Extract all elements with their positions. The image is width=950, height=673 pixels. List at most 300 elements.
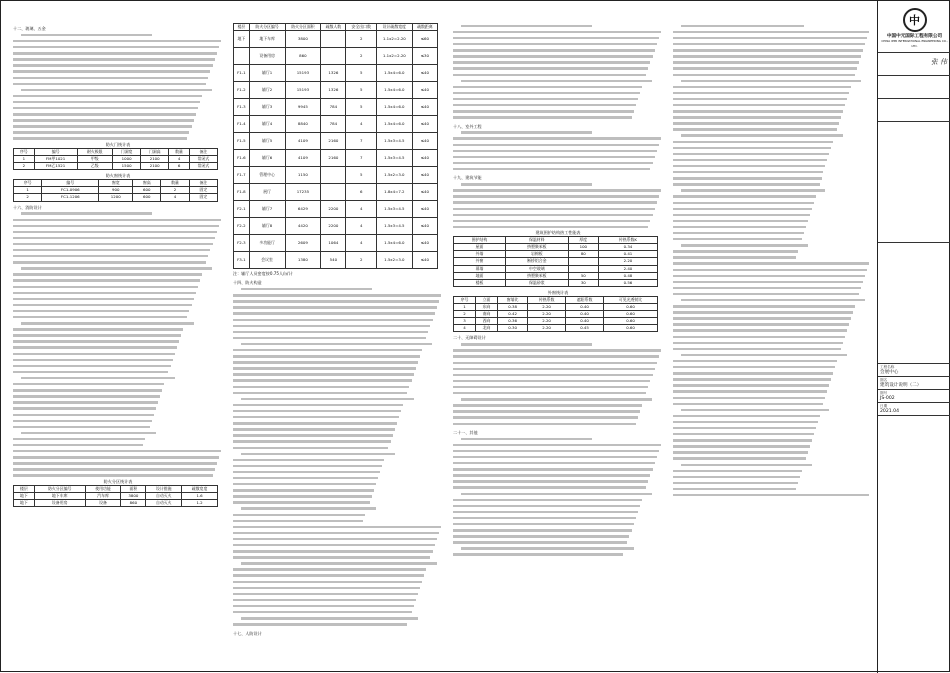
window-table-body bbox=[14, 187, 218, 201]
evacuation-footer: 注：辅厅人员密度按0.75人/㎡计 bbox=[233, 271, 293, 277]
table-cell: 900 bbox=[99, 187, 133, 194]
table-cell: F1-6 bbox=[234, 150, 250, 167]
fire-heading: 十六、消防设计 bbox=[13, 204, 42, 210]
signature-box-1 bbox=[878, 53, 950, 76]
table-cell: 自动灭火 bbox=[146, 492, 182, 499]
table-cell: 辅厅1 bbox=[249, 65, 285, 82]
exterior-window-table-body bbox=[454, 304, 658, 332]
project-row bbox=[878, 364, 950, 377]
table-cell: 0.40 bbox=[566, 311, 604, 318]
table-header-cell: 围护结构 bbox=[454, 237, 506, 244]
table-header-cell: 疏散距离 bbox=[412, 24, 437, 31]
table-cell: 600 bbox=[133, 194, 161, 201]
table-row bbox=[234, 99, 438, 116]
table-cell: 1200 bbox=[99, 194, 133, 201]
table-cell: 0.60 bbox=[604, 325, 658, 332]
table-cell: ≤40 bbox=[412, 235, 437, 252]
table-header-cell: 序号 bbox=[14, 148, 35, 155]
table-cell: 17235 bbox=[285, 184, 321, 201]
table-cell: 6 bbox=[346, 184, 376, 201]
table-row bbox=[234, 116, 438, 133]
table-header-cell: 防火分区面积 bbox=[285, 24, 321, 31]
table-cell: 5 bbox=[346, 99, 376, 116]
thermal-table-body bbox=[454, 244, 658, 287]
table-cell: 50 bbox=[568, 272, 598, 279]
evacuation-table-body bbox=[234, 31, 438, 269]
table-cell: F1-1 bbox=[234, 65, 250, 82]
table-header-cell: 疏散宽度 bbox=[182, 485, 218, 492]
table-row bbox=[234, 133, 438, 150]
table-header-cell: 窗高 bbox=[133, 180, 161, 187]
table-cell: ≤40 bbox=[412, 218, 437, 235]
table-cell: FM乙1521 bbox=[34, 163, 77, 170]
table-cell: 会议室 bbox=[249, 252, 285, 269]
table-cell: F1-7 bbox=[234, 167, 250, 184]
table-cell: 1380 bbox=[285, 252, 321, 269]
column-1 bbox=[13, 23, 223, 507]
table-cell: 辅厅8 bbox=[249, 218, 285, 235]
table-row bbox=[454, 272, 658, 279]
table-cell: 3800 bbox=[285, 31, 321, 48]
table-header-cell: 面积 bbox=[121, 485, 146, 492]
other-heading: 二十一、其他 bbox=[453, 429, 478, 435]
table-cell: 1326 bbox=[321, 82, 346, 99]
table-row bbox=[454, 311, 658, 318]
table-row bbox=[454, 251, 658, 258]
table-cell: F1-3 bbox=[234, 99, 250, 116]
table-cell: 辅厅5 bbox=[249, 133, 285, 150]
table-cell: 2 bbox=[346, 31, 376, 48]
table-cell: ≤40 bbox=[412, 201, 437, 218]
column-3 bbox=[453, 23, 663, 558]
table-header-cell: 耐火极限 bbox=[77, 148, 113, 155]
signature: 张 伟 bbox=[930, 58, 947, 66]
door-table-header bbox=[14, 148, 218, 155]
table-cell: 1.5x3=4.5 bbox=[376, 133, 412, 150]
col1-mid-text bbox=[13, 211, 223, 479]
table-cell: F3-1 bbox=[234, 252, 250, 269]
table-cell: 2100 bbox=[141, 155, 169, 162]
table-cell: ≤40 bbox=[412, 150, 437, 167]
table-header-cell: 疏散人数 bbox=[321, 24, 346, 31]
table-cell: 1.6 bbox=[182, 492, 218, 499]
table-cell: 4 bbox=[346, 235, 376, 252]
approval-box bbox=[878, 243, 950, 364]
table-cell bbox=[568, 258, 598, 265]
table-row bbox=[234, 65, 438, 82]
text-line bbox=[453, 421, 663, 427]
table-cell: 4 bbox=[346, 218, 376, 235]
table-cell: ≤40 bbox=[412, 252, 437, 269]
table-cell: 15193 bbox=[285, 65, 321, 82]
table-cell: 1.5x4=6.0 bbox=[376, 82, 412, 99]
signature-box-3 bbox=[878, 99, 950, 122]
table-cell: 1064 bbox=[321, 235, 346, 252]
table-cell: 0.41 bbox=[598, 251, 657, 258]
table-cell: ≤40 bbox=[412, 184, 437, 201]
col3-text-d bbox=[453, 436, 663, 558]
company-block bbox=[878, 1, 950, 53]
table-cell: F2-3 bbox=[234, 235, 250, 252]
table-row bbox=[454, 258, 658, 265]
evacuation-table bbox=[233, 23, 438, 269]
table-row bbox=[234, 201, 438, 218]
table-cell: 2160 bbox=[321, 133, 346, 150]
table-cell: 西向 bbox=[476, 318, 498, 325]
table-header-cell: 可见光透射比 bbox=[604, 296, 658, 303]
table-header-cell: 序号 bbox=[454, 296, 476, 303]
table-cell: 0.45 bbox=[566, 325, 604, 332]
zone-table bbox=[13, 485, 218, 507]
table-cell: 2200 bbox=[321, 201, 346, 218]
table-cell: 4 bbox=[346, 116, 376, 133]
thermal-table-title: 建筑围护结构热工性能表 bbox=[535, 230, 581, 236]
table-cell: 管理中心 bbox=[249, 167, 285, 184]
table-header-cell: 门洞高 bbox=[141, 148, 169, 155]
table-header-cell: 防火分区编号 bbox=[34, 485, 85, 492]
company-name-en: CHINA IPPR INTERNATIONAL ENGINEERING CO., LTD. bbox=[881, 39, 948, 48]
table-cell bbox=[321, 48, 346, 65]
table-cell bbox=[321, 31, 346, 48]
outdoor-heading: 十八、室外工程 bbox=[453, 123, 482, 129]
table-cell: 辅厅7 bbox=[249, 201, 285, 218]
text-line bbox=[453, 552, 663, 558]
table-cell: F2-2 bbox=[234, 218, 250, 235]
table-cell: 8840 bbox=[285, 116, 321, 133]
table-cell: FM甲1021 bbox=[34, 155, 77, 162]
table-cell: 0.48 bbox=[598, 272, 657, 279]
text-line bbox=[233, 621, 443, 627]
table-cell: 15193 bbox=[285, 82, 321, 99]
table-cell: 辅厅2 bbox=[249, 82, 285, 99]
table-cell: ≤40 bbox=[412, 99, 437, 116]
table-cell: 5 bbox=[346, 65, 376, 82]
table-cell: 2160 bbox=[321, 150, 346, 167]
door-table-title: 防火门统计表 bbox=[105, 141, 131, 147]
table-cell: 9945 bbox=[285, 99, 321, 116]
table-row bbox=[454, 279, 658, 286]
table-header-cell: 数量 bbox=[169, 148, 190, 155]
table-cell: 2100 bbox=[141, 163, 169, 170]
table-cell: 0.40 bbox=[566, 304, 604, 311]
table-header-cell: 设计措施 bbox=[146, 485, 182, 492]
table-cell: ≤40 bbox=[412, 65, 437, 82]
table-cell: 2.40 bbox=[598, 265, 657, 272]
table-cell: 6429 bbox=[285, 201, 321, 218]
table-cell: 3800 bbox=[121, 492, 146, 499]
table-header-cell: 安全出口数 bbox=[346, 24, 376, 31]
window-table-header bbox=[14, 180, 218, 187]
table-row bbox=[454, 244, 658, 251]
table-row bbox=[234, 184, 438, 201]
table-cell: 860 bbox=[285, 48, 321, 65]
table-header-cell: 遮阳系数 bbox=[566, 296, 604, 303]
table-cell: 保温砂浆 bbox=[505, 279, 568, 286]
table-cell: 1.5x4=6.0 bbox=[376, 116, 412, 133]
table-row bbox=[454, 318, 658, 325]
table-cell: 784 bbox=[321, 116, 346, 133]
zone-table-body bbox=[14, 492, 218, 506]
table-cell: 固定 bbox=[189, 194, 217, 201]
table-cell: 设备用房 bbox=[34, 500, 85, 507]
table-cell: 2.20 bbox=[528, 311, 566, 318]
table-cell: 4 bbox=[161, 194, 189, 201]
table-row bbox=[234, 235, 438, 252]
revision-box bbox=[878, 122, 950, 243]
table-cell: 7 bbox=[346, 133, 376, 150]
drawing-name: 建筑设计说明（二） bbox=[880, 383, 922, 388]
table-cell: 2609 bbox=[285, 235, 321, 252]
table-cell: 1.8x4=7.2 bbox=[376, 184, 412, 201]
signature-box-2 bbox=[878, 76, 950, 99]
table-cell: 汽车库 bbox=[85, 492, 121, 499]
table-cell: 自动灭火 bbox=[146, 500, 182, 507]
col1-heading: 十二、玻璃、五金 bbox=[13, 26, 46, 31]
table-header-cell: 备注 bbox=[189, 180, 217, 187]
table-cell: 1000 bbox=[113, 155, 141, 162]
table-row bbox=[14, 492, 218, 499]
exterior-window-table-title: 外窗统计表 bbox=[547, 289, 569, 295]
table-cell: 784 bbox=[321, 99, 346, 116]
table-cell: 1.5x3=4.5 bbox=[376, 201, 412, 218]
door-table-body bbox=[14, 155, 218, 169]
table-row bbox=[234, 48, 438, 65]
exterior-window-table bbox=[453, 296, 658, 332]
table-cell: ≤60 bbox=[412, 31, 437, 48]
table-cell: 4420 bbox=[285, 218, 321, 235]
table-cell: 2.20 bbox=[528, 304, 566, 311]
project-name: 会展中心 bbox=[880, 370, 899, 375]
table-cell: 4109 bbox=[285, 150, 321, 167]
table-header-cell: 备注 bbox=[189, 148, 217, 155]
evacuation-table-header bbox=[234, 24, 438, 31]
table-cell: 100 bbox=[568, 244, 598, 251]
table-cell bbox=[568, 265, 598, 272]
table-cell: 1150 bbox=[285, 167, 321, 184]
table-cell: 外窗 bbox=[454, 258, 506, 265]
table-cell: 4 bbox=[346, 201, 376, 218]
table-row bbox=[234, 218, 438, 235]
table-row bbox=[234, 150, 438, 167]
drawing-label: 图名 bbox=[880, 378, 888, 382]
table-cell: 断桥铝合金 bbox=[505, 258, 568, 265]
table-cell: 地面 bbox=[454, 272, 506, 279]
table-cell: ≤40 bbox=[412, 167, 437, 184]
table-cell: 1.1x2=2.20 bbox=[376, 48, 412, 65]
table-cell: 固定 bbox=[189, 187, 217, 194]
table-cell: 辅厅3 bbox=[249, 99, 285, 116]
table-cell: 多功能厅 bbox=[249, 235, 285, 252]
table-cell: 常闭式 bbox=[189, 155, 217, 162]
table-cell: 0.30 bbox=[498, 325, 528, 332]
exterior-window-table-header bbox=[454, 296, 658, 303]
drawing-date: 2021.04 bbox=[880, 409, 899, 414]
number-row bbox=[878, 390, 950, 403]
table-cell: 1 bbox=[14, 155, 35, 162]
table-row bbox=[14, 194, 218, 201]
col3-text-c bbox=[453, 342, 663, 427]
table-cell: 0.60 bbox=[604, 311, 658, 318]
table-header-cell: 传热系数K bbox=[598, 237, 657, 244]
table-cell: 1.5x3=4.5 bbox=[376, 218, 412, 235]
table-row bbox=[14, 500, 218, 507]
table-cell: 30 bbox=[568, 279, 598, 286]
table-cell: 2.20 bbox=[528, 318, 566, 325]
table-cell: 2200 bbox=[321, 218, 346, 235]
table-cell: 540 bbox=[321, 252, 346, 269]
table-cell: 展厅 bbox=[249, 184, 285, 201]
table-row bbox=[234, 252, 438, 269]
table-row bbox=[14, 187, 218, 194]
table-cell: 600 bbox=[133, 187, 161, 194]
table-cell: F1-2 bbox=[234, 82, 250, 99]
table-cell: 2.20 bbox=[528, 325, 566, 332]
col3-text-a bbox=[453, 130, 663, 173]
table-cell: ≤40 bbox=[412, 116, 437, 133]
table-cell: 辅厅6 bbox=[249, 150, 285, 167]
table-header-cell: 立面 bbox=[476, 296, 498, 303]
table-row bbox=[454, 265, 658, 272]
table-cell: 1500 bbox=[113, 163, 141, 170]
table-cell bbox=[234, 48, 250, 65]
table-cell: 4 bbox=[454, 325, 476, 332]
table-cell: 2 bbox=[14, 163, 35, 170]
table-cell: 地下 bbox=[234, 31, 250, 48]
zone-table-header bbox=[14, 485, 218, 492]
table-cell: 0.42 bbox=[498, 311, 528, 318]
table-row bbox=[234, 31, 438, 48]
table-cell: 甲级 bbox=[77, 155, 113, 162]
table-cell: 1326 bbox=[321, 65, 346, 82]
table-cell: ≤40 bbox=[412, 133, 437, 150]
col2-text bbox=[233, 286, 443, 627]
table-row bbox=[14, 163, 218, 170]
table-cell: F2-1 bbox=[234, 201, 250, 218]
table-cell: ≤30 bbox=[412, 48, 437, 65]
table-cell: 设备用房 bbox=[249, 48, 285, 65]
table-cell: 2 bbox=[161, 187, 189, 194]
table-cell: 屋面 bbox=[454, 244, 506, 251]
table-cell: 0.34 bbox=[598, 244, 657, 251]
column-2 bbox=[233, 23, 443, 637]
table-cell: 楼板 bbox=[454, 279, 506, 286]
table-row bbox=[454, 304, 658, 311]
table-cell: 1.5x4=6.0 bbox=[376, 65, 412, 82]
window-table bbox=[13, 179, 218, 201]
number-label: 图号 bbox=[880, 391, 888, 395]
table-cell: 0.60 bbox=[604, 318, 658, 325]
table-cell: 2 bbox=[454, 311, 476, 318]
table-row bbox=[234, 82, 438, 99]
col4-text bbox=[673, 23, 871, 498]
table-cell: 1.5x2=3.0 bbox=[376, 252, 412, 269]
table-cell: 4 bbox=[169, 155, 190, 162]
table-header-cell: 传热系数 bbox=[528, 296, 566, 303]
table-row bbox=[14, 155, 218, 162]
col3-top-text bbox=[453, 23, 663, 121]
table-row bbox=[234, 167, 438, 184]
table-cell: 设备 bbox=[85, 500, 121, 507]
table-cell: 860 bbox=[121, 500, 146, 507]
table-header-cell: 窗墙比 bbox=[498, 296, 528, 303]
thermal-table-header bbox=[454, 237, 658, 244]
table-cell: 挤塑聚苯板 bbox=[505, 272, 568, 279]
table-cell: 地下 bbox=[14, 492, 35, 499]
text-line bbox=[453, 114, 663, 120]
table-header-cell: 门洞宽 bbox=[113, 148, 141, 155]
table-cell: FC1-0906 bbox=[42, 187, 99, 194]
table-cell: 6 bbox=[169, 163, 190, 170]
project-label: 工程名称 bbox=[880, 365, 895, 369]
drawing-row bbox=[878, 377, 950, 390]
table-cell: 中空玻璃 bbox=[505, 265, 568, 272]
table-row bbox=[454, 325, 658, 332]
table-header-cell: 厚度 bbox=[568, 237, 598, 244]
table-cell: 乙级 bbox=[77, 163, 113, 170]
table-header-cell: 楼层 bbox=[14, 485, 35, 492]
table-cell: 1 bbox=[14, 187, 42, 194]
table-cell: 3 bbox=[454, 318, 476, 325]
table-cell bbox=[321, 184, 346, 201]
table-cell: 2 bbox=[14, 194, 42, 201]
table-cell: 2 bbox=[346, 48, 376, 65]
table-cell: 1.2 bbox=[182, 500, 218, 507]
table-cell: 地下 bbox=[14, 500, 35, 507]
table-cell: 0.40 bbox=[566, 318, 604, 325]
table-header-cell: 防火分区编号 bbox=[249, 24, 285, 31]
table-cell: 岩棉板 bbox=[505, 251, 568, 258]
window-table-title: 防火窗统计表 bbox=[105, 173, 131, 179]
table-cell: 1.5x4=6.0 bbox=[376, 235, 412, 252]
table-cell: 80 bbox=[568, 251, 598, 258]
table-cell: 0.36 bbox=[498, 318, 528, 325]
table-cell: 1.5x2=3.0 bbox=[376, 167, 412, 184]
table-header-cell: 保温材料 bbox=[505, 237, 568, 244]
table-cell: 5 bbox=[346, 82, 376, 99]
col1-top-text bbox=[13, 32, 223, 142]
table-cell: 地下车库 bbox=[34, 492, 85, 499]
table-cell: 地下车库 bbox=[249, 31, 285, 48]
thermal-table bbox=[453, 236, 658, 287]
text-line bbox=[673, 492, 871, 498]
table-cell: 常闭式 bbox=[189, 163, 217, 170]
table-cell: 0.38 bbox=[498, 304, 528, 311]
table-header-cell: 数量 bbox=[161, 180, 189, 187]
door-table bbox=[13, 148, 218, 170]
col2-heading: 十四、防火构造 bbox=[233, 280, 262, 286]
table-cell: 1 bbox=[454, 304, 476, 311]
table-cell: 0.60 bbox=[604, 304, 658, 311]
table-cell: 南向 bbox=[476, 311, 498, 318]
table-header-cell: 使用功能 bbox=[85, 485, 121, 492]
table-cell: 幕墙 bbox=[454, 265, 506, 272]
accessibility-heading: 二十、无障碍设计 bbox=[453, 335, 486, 341]
table-cell: 0.56 bbox=[598, 279, 657, 286]
table-cell: 北向 bbox=[476, 325, 498, 332]
table-cell: F1-5 bbox=[234, 133, 250, 150]
table-cell: F1-4 bbox=[234, 116, 250, 133]
date-label: 日期 bbox=[880, 404, 888, 408]
table-header-cell: 楼层 bbox=[234, 24, 250, 31]
table-cell: 1.5x3=4.5 bbox=[376, 150, 412, 167]
table-cell: 外墙 bbox=[454, 251, 506, 258]
zone-table-title: 防火分区统计表 bbox=[103, 478, 133, 484]
table-header-cell: 设计疏散宽度 bbox=[376, 24, 412, 31]
table-cell bbox=[321, 167, 346, 184]
table-header-cell: 窗宽 bbox=[99, 180, 133, 187]
table-cell: 5 bbox=[346, 167, 376, 184]
table-cell: 挤塑聚苯板 bbox=[505, 244, 568, 251]
